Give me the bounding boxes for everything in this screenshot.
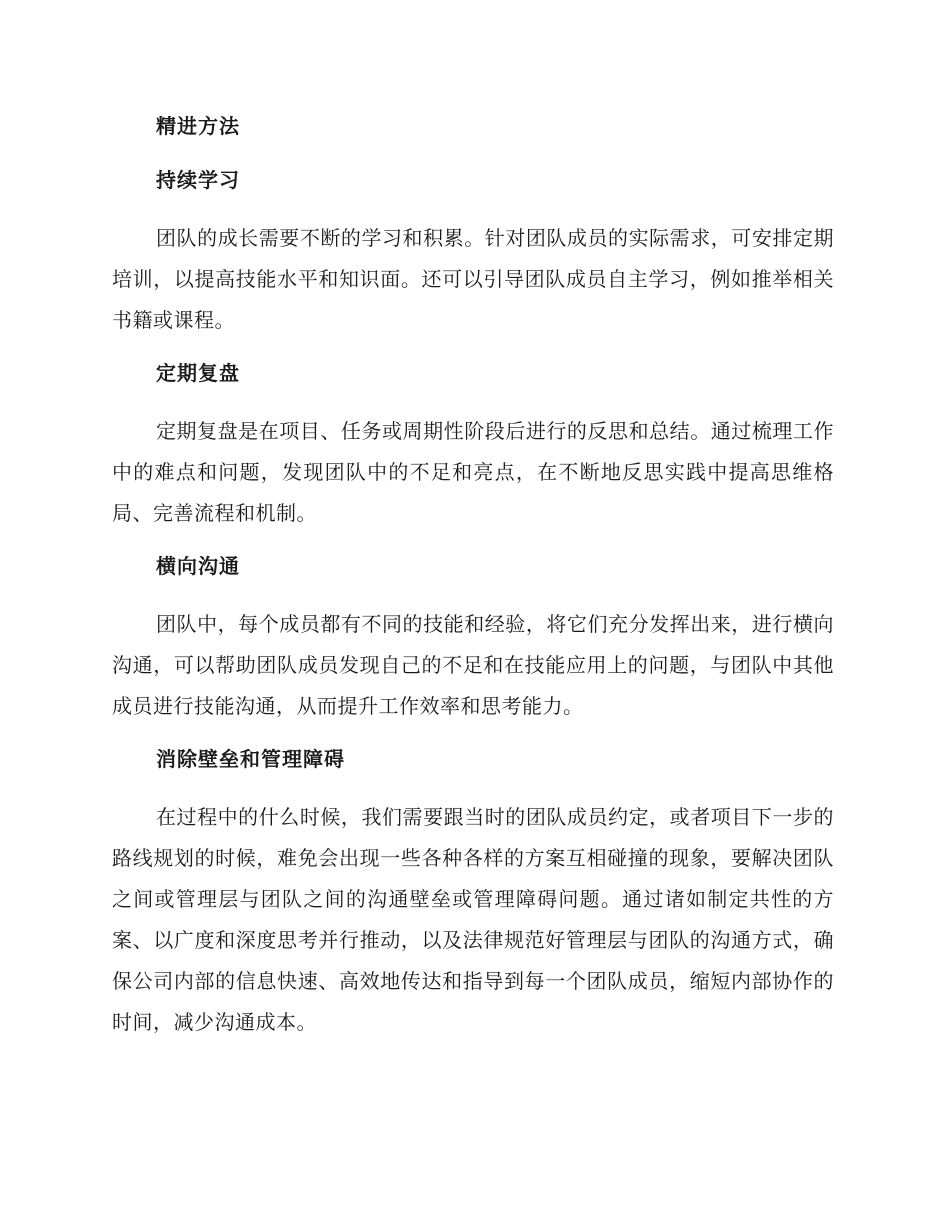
- section-heading-continuous-learning: 持续学习: [156, 168, 240, 192]
- section-paragraph-periodic-review: 定期复盘是在项目、任务或周期性阶段后进行的反思和总结。通过梳理工作中的难点和问题，发现团队中的不足和亮点，在不断地反思实践中提高思维格局、完善流程和机制。: [112, 419, 834, 525]
- section-paragraph-horizontal-communication: 团队中，每个成员都有不同的技能和经验，将它们充分发挥出来，进行横向沟通，可以帮助团队成员发现自己的不足和在技能应用上的问题，与团队中其他成员进行技能沟通，从而提升工作效率和思考能力。: [112, 612, 834, 718]
- section-heading-remove-barriers: 消除壁垒和管理障碍: [156, 747, 345, 771]
- page-title: 精进方法: [156, 114, 240, 138]
- document-content: [112, 110, 834, 1059]
- section-heading-periodic-review: 定期复盘: [156, 361, 240, 385]
- section-paragraph-continuous-learning: 团队的成长需要不断的学习和积累。针对团队成员的实际需求，可安排定期培训，以提高技能水平和知识面。还可以引导团队成员自主学习，例如推举相关书籍或课程。: [112, 226, 834, 332]
- section-paragraph-remove-barriers: 在过程中的什么时候，我们需要跟当时的团队成员约定，或者项目下一步的路线规划的时候，难免会出现一些各种各样的方案互相碰撞的现象，要解决团队之间或管理层与团队之间的沟通壁垒或管理障碍问题。通过诸如制定共性的方案、以广度和深度思考并行推动，以及法律规范好管理层与团队的沟通方式，确保公司内部的信息快速、高效地传达和指导到每一个团队成员，缩短内部协作的时间，减少沟通成本。: [112, 805, 834, 1034]
- section-heading-horizontal-communication: 横向沟通: [156, 554, 240, 578]
